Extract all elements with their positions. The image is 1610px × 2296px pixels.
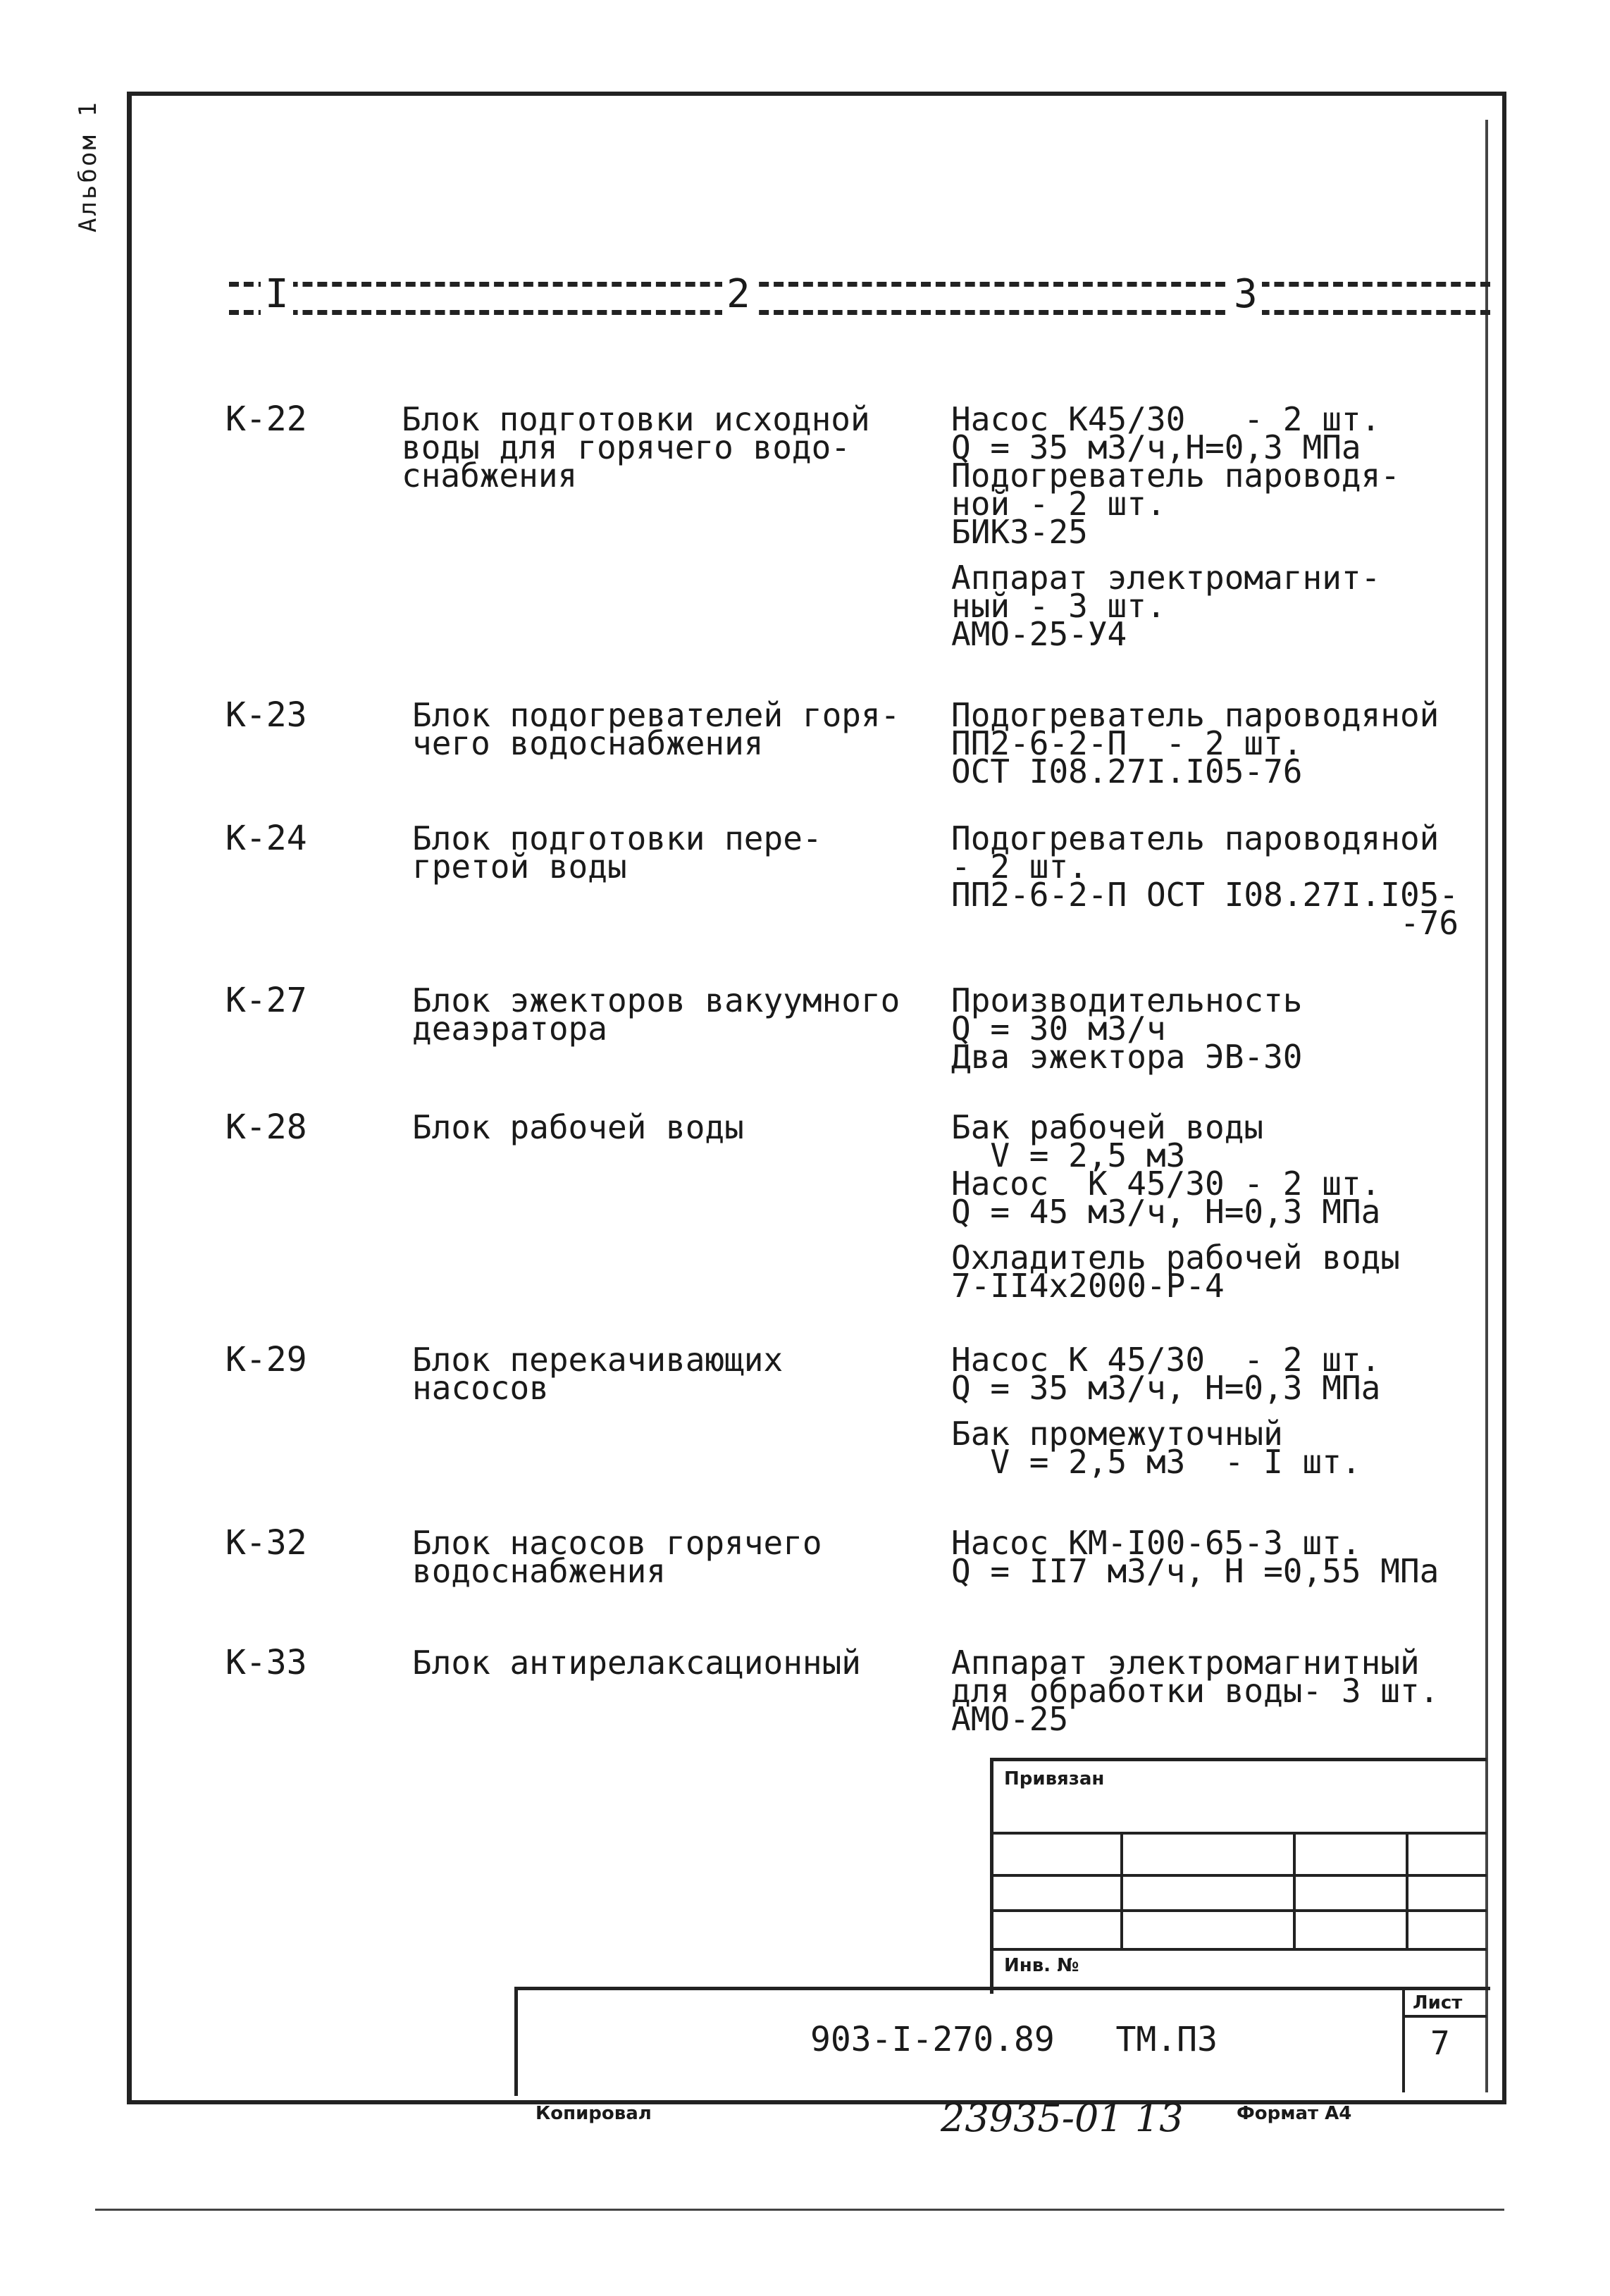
row-spec-line: Q = II7 м3/ч, Н =0,55 МПа (951, 1552, 1439, 1590)
row-spec-line: Аппарат электромагнитный (951, 1644, 1420, 1682)
row-code: К-32 (225, 1523, 307, 1563)
row-spec-line: Подогреватель пароводяной (951, 696, 1439, 734)
format-label: Формат А4 (1237, 2103, 1352, 2124)
row-name-line: Блок насосов горячего (412, 1524, 822, 1562)
row-name-line: снабжения (402, 457, 578, 495)
row-spec-line: Производительность (951, 981, 1303, 1019)
stamp-line (990, 1832, 1487, 1835)
row-name-line: Блок подготовки исходной (402, 400, 870, 438)
row-spec-line: ПП2-6-2-П - 2 шт. (951, 724, 1303, 762)
row-spec-line: Насос К 45/30 - 2 шт. (951, 1165, 1381, 1203)
handwritten-number: 23935-01 13 (941, 2096, 1184, 2140)
row-spec-line: ной - 2 шт. (951, 485, 1166, 523)
row-name-line: воды для горячего водо- (402, 428, 850, 466)
row-spec-line: Два эжектора ЭВ-30 (951, 1038, 1303, 1076)
row-spec-line: Насос К 45/30 - 2 шт. (951, 1341, 1381, 1379)
row-name-line: Блок антирелаксационный (412, 1644, 861, 1682)
row-code: К-23 (225, 695, 307, 735)
row-spec-line: БИКЗ-25 (951, 513, 1088, 551)
row-code: К-29 (225, 1340, 307, 1379)
page-bottom-line (95, 2209, 1504, 2211)
row-spec-line: Бак рабочей воды (951, 1108, 1264, 1146)
sheet-label: Лист (1413, 1992, 1463, 2013)
row-spec-line: Q = 35 м3/ч, Н=0,3 МПа (951, 1369, 1381, 1407)
row-spec-line: V = 2,5 м3 - I шт. (951, 1443, 1361, 1481)
album-side-label: Альбом 1 (74, 100, 102, 232)
row-spec-line: АМО-25-У4 (951, 615, 1127, 653)
header-dash-bottom (229, 310, 1490, 315)
stamp-line (1406, 1832, 1408, 1948)
row-code: К-33 (225, 1643, 307, 1682)
document-code: 903-I-270.89 ТМ.ПЗ (810, 2020, 1218, 2059)
row-spec-line: Подогреватель пароводя- (951, 457, 1400, 495)
row-code: К-28 (225, 1107, 307, 1147)
stamp-line (1293, 1832, 1296, 1948)
copied-label: Копировал (535, 2103, 652, 2124)
row-name-line: водоснабжения (412, 1552, 667, 1590)
row-spec-line: АМО-25 (951, 1700, 1069, 1738)
row-spec-line: V = 2,5 м3 (951, 1136, 1186, 1174)
row-code: К-22 (225, 399, 307, 439)
row-spec-line: ный - 3 шт. (951, 587, 1166, 625)
row-name-line: Блок рабочей воды (412, 1108, 744, 1146)
stamp-line (990, 1948, 1487, 1951)
row-spec-line: ПП2-6-2-П ОСТ I08.27I.I05- (951, 876, 1459, 914)
row-spec-line: Охладитель рабочей воды (951, 1239, 1400, 1277)
row-spec-line: Q = 30 м3/ч (951, 1010, 1166, 1048)
column-number-1: I (261, 271, 293, 317)
row-code: К-24 (225, 819, 307, 858)
inventory-number-label: Инв. № (1004, 1955, 1079, 1976)
stamp-line (1402, 1987, 1405, 2092)
header-dash-top (229, 282, 1490, 287)
row-code: К-27 (225, 981, 307, 1020)
row-name-line: Блок эжекторов вакуумного (412, 981, 900, 1019)
row-spec-line: Q = 35 м3/ч,Н=0,3 МПа (951, 428, 1361, 466)
column-number-2: 2 (722, 271, 755, 317)
row-spec-line: Аппарат электромагнит- (951, 559, 1381, 597)
row-name-line: Блок подготовки пере- (412, 819, 822, 857)
row-spec-line: Насос К45/30 - 2 шт. (951, 400, 1381, 438)
row-name-line: деаэратора (412, 1010, 607, 1048)
row-spec-line: - 2 шт. (951, 848, 1088, 886)
row-spec-line: -76 (951, 904, 1459, 942)
row-name-line: насосов (412, 1369, 549, 1407)
row-name-line: гретой воды (412, 848, 627, 886)
row-spec-line: 7-II4х2000-Р-4 (951, 1267, 1225, 1305)
stamp-line (1402, 2015, 1487, 2018)
row-spec-line: для обработки воды- 3 шт. (951, 1672, 1439, 1710)
sheet-number: 7 (1430, 2024, 1450, 2062)
row-spec-line: Насос КМ-I00-65-3 шт. (951, 1524, 1361, 1562)
row-name-line: Блок подогревателей горя- (412, 696, 900, 734)
row-name-line: Блок перекачивающих (412, 1341, 784, 1379)
row-spec-line: Q = 45 м3/ч, Н=0,3 МПа (951, 1193, 1381, 1231)
stamp-line (990, 1909, 1487, 1912)
stamp-line (990, 1874, 1487, 1877)
stamp-line (1120, 1832, 1123, 1948)
privyazan-label: Привязан (1004, 1768, 1105, 1789)
row-spec-line: ОСТ I08.27I.I05-76 (951, 752, 1303, 790)
column-number-3: 3 (1230, 271, 1262, 317)
row-spec-line: Бак промежуточный (951, 1415, 1283, 1453)
row-name-line: чего водоснабжения (412, 724, 764, 762)
row-spec-line: Подогреватель пароводяной (951, 819, 1439, 857)
